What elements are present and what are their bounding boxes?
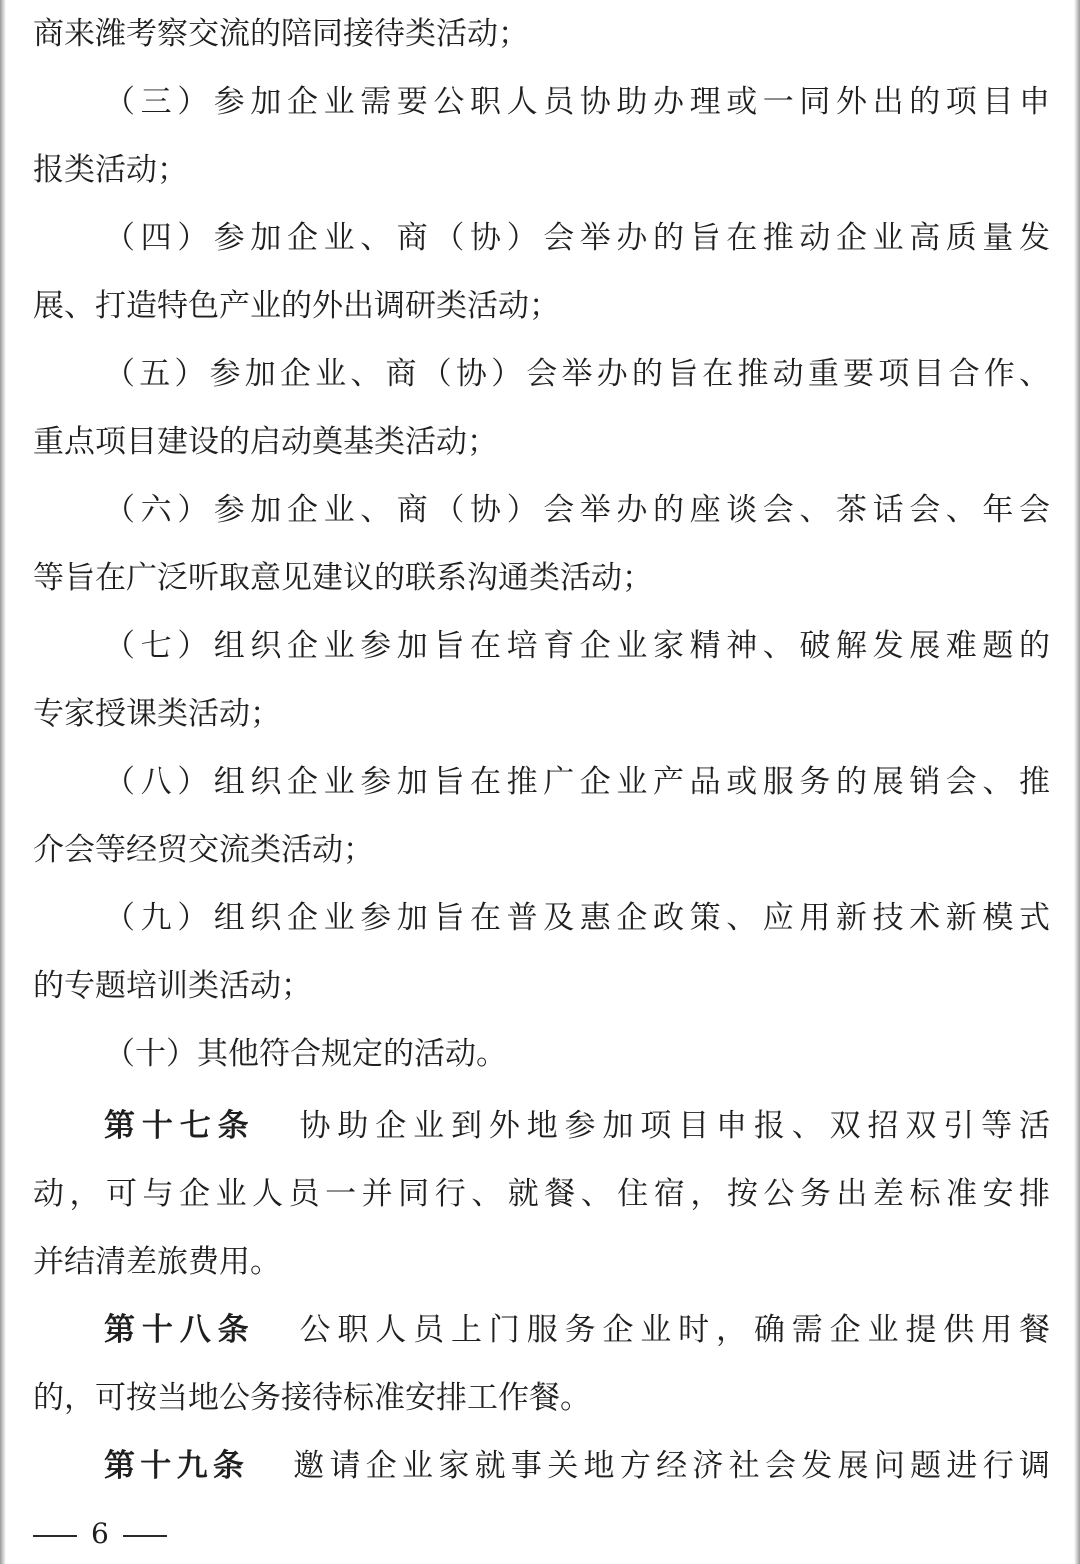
text-line: 动，可与企业人员一并同行、就餐、住宿，按公务出差标准安排	[33, 1176, 1050, 1212]
text-line: 并结清差旅费用。	[33, 1244, 281, 1280]
footer-dash-right	[123, 1535, 167, 1537]
text-line: （四）参加企业、商（协）会举办的旨在推动企业高质量发	[104, 220, 1050, 256]
text-line: （七）组织企业参加旨在培育企业家精神、破解发展难题的	[104, 628, 1050, 664]
article-17-heading: 第十七条	[104, 1108, 256, 1144]
article-17-text: 协助企业到外地参加项目申报、双招双引等活	[299, 1108, 1051, 1144]
article-19-first-line	[104, 1444, 1050, 1488]
page-footer	[33, 1512, 167, 1556]
text-line: 报类活动；	[33, 152, 188, 188]
article-18-heading: 第十八条	[104, 1312, 256, 1348]
article-19-text: 邀请企业家就事关地方经济社会发展问题进行调	[293, 1448, 1051, 1484]
article-19-heading: 第十九条	[104, 1448, 250, 1484]
footer-dash-left	[33, 1535, 77, 1537]
page-edge-left	[0, 0, 6, 1564]
text-line: 等旨在广泛听取意见建议的联系沟通类活动；	[33, 560, 653, 596]
text-line: 商来潍考察交流的陪同接待类活动；	[33, 16, 529, 52]
text-line: 重点项目建设的启动奠基类活动；	[33, 424, 498, 460]
page-edge-right	[1074, 0, 1080, 1564]
article-18-first-line	[104, 1308, 1050, 1352]
text-line: （十）其他符合规定的活动。	[104, 1036, 507, 1072]
text-line: 介会等经贸交流类活动；	[33, 832, 374, 868]
text-line: （九）组织企业参加旨在普及惠企政策、应用新技术新模式	[104, 900, 1050, 936]
article-17-first-line	[104, 1104, 1050, 1148]
text-line: （五）参加企业、商（协）会举办的旨在推动重要项目合作、	[104, 356, 1050, 392]
page-number: 6	[91, 1517, 109, 1550]
text-line: 的专题培训类活动；	[33, 968, 312, 1004]
text-line: （六）参加企业、商（协）会举办的座谈会、茶话会、年会	[104, 492, 1050, 528]
article-18-text: 公职人员上门服务企业时，确需企业提供用餐	[299, 1312, 1051, 1348]
text-line: 的，可按当地公务接待标准安排工作餐。	[33, 1380, 591, 1416]
text-line: （八）组织企业参加旨在推广企业产品或服务的展销会、推	[104, 764, 1050, 800]
text-line: 专家授课类活动；	[33, 696, 281, 732]
text-line: 展、打造特色产业的外出调研类活动；	[33, 288, 560, 324]
text-line: （三）参加企业需要公职人员协助办理或一同外出的项目申	[104, 84, 1050, 120]
